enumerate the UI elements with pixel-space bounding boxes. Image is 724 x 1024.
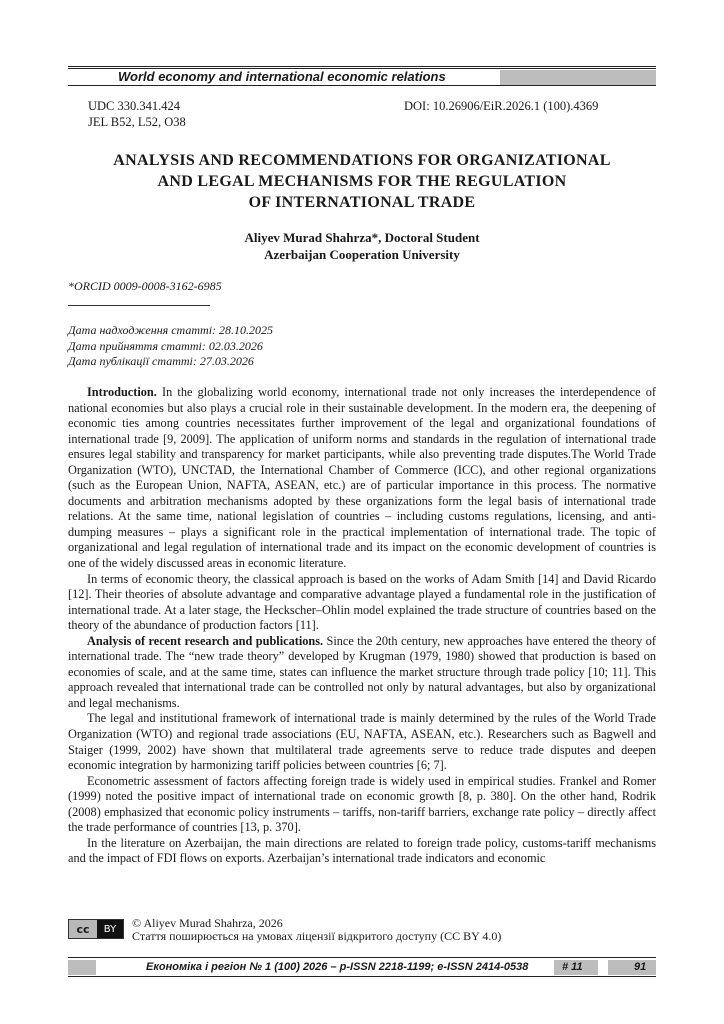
footer-gray-block bbox=[68, 960, 96, 975]
jel-code: JEL B52, L52, O38 bbox=[88, 115, 186, 129]
paragraph-introduction bbox=[68, 385, 656, 572]
paragraph-text: Since the 20th century, new approaches have entered the theory of international trade. The “new trade theory” developed by Krugman (1979, 1980) showed that production is based on economies of scale, and at the same time, states can influence the market structure through trade policy [10; 11]. This approach revealed that international trade can be controlled not only by natural advantages, but also by organizational and legal mechanisms. bbox=[68, 633, 656, 710]
running-footer bbox=[68, 957, 656, 977]
title-line: ANALYSIS AND RECOMMENDATIONS FOR ORGANIZATIONAL bbox=[113, 152, 611, 169]
license-block bbox=[68, 915, 656, 945]
date-received: Дата надходження статті: 28.10.2025 bbox=[68, 323, 274, 337]
article-body bbox=[68, 385, 656, 867]
footnote-rule bbox=[68, 305, 210, 306]
footer-bottom-rule bbox=[68, 976, 656, 977]
license-note: Стаття поширюється на умовах ліцензії відкритого доступу (CC BY 4.0) bbox=[132, 929, 502, 943]
footer-top-rule bbox=[68, 957, 656, 958]
issue-number: # 11 bbox=[562, 961, 583, 973]
page-number: 91 bbox=[634, 961, 647, 973]
title-line: AND LEGAL MECHANISMS FOR THE REGULATION bbox=[157, 173, 567, 190]
paragraph: The legal and institutional framework of international trade is mainly determined by the rules of the World Trade Organization (WTO) and regional trade associations (EU, NAFTA, ASEAN, etc.). Researchers such as Bagwell and Staiger (1999, 2002) have shown that multilateral trade agreements serve to reduce trade disputes and deepen economic integration by harmonizing tariff policies between countries [6; 7]. bbox=[68, 711, 656, 773]
section-heading: Analysis of recent research and publications. bbox=[87, 633, 324, 648]
section-heading: Introduction. bbox=[87, 385, 157, 399]
paragraph: Econometric assessment of factors affecting foreign trade is widely used in empirical studies. Frankel and Romer (1999) noted the positive impact of international trade on economic growth [8, p. 380]. On the other hand, Rodrik (2008) emphasized that economic policy instruments – tariffs, non-tariff barriers, exchange rate policy – directly affect the trade performance of countries [13, p. 370]. bbox=[68, 773, 656, 835]
paragraph: In the literature on Azerbaijan, the main directions are related to foreign trade policy, customs-tariff mechanisms and the impact of FDI flows on exports. Azerbaijan’s international trade indicators and economic bbox=[68, 835, 656, 866]
by-icon: BY bbox=[97, 920, 123, 938]
author-block bbox=[68, 229, 656, 263]
udc-code: UDC 330.341.424 bbox=[88, 99, 181, 113]
title-line: OF INTERNATIONAL TRADE bbox=[248, 194, 476, 211]
copyright-notice: © Aliyev Murad Shahrza, 2026 bbox=[132, 916, 283, 930]
paragraph-text: In the globalizing world economy, international trade not only increases the interdependence of national economies but also plays a crucial role in their sustainable development. In the modern era, the deepening of economic ties among countries necessitates further improvement of the legal and organizational foundations of international trade [9, 2009]. The application of uniform norms and standards in the regulation of international trade ensures legal stability and transparency for market participants, while also preventing trade disputes.The World Trade Organization (WTO), UNCTAD, the International Chamber of Commerce (ICC), and other regional organizations (such as the European Union, NAFTA, ASEAN, etc.) are of particular importance in this process. The normative documents and arbitration mechanisms adopted by these organizations form the legal basis of international trade relations. At the same time, national legislation of countries – including customs regulations, licensing, and anti-dumping measures – plays a significant role in the practical implementation of international trade. The topic of organizational and legal regulation of international trade and its impact on the economic development of countries is one of the widely discussed areas in economic literature. bbox=[68, 385, 656, 571]
article-dates bbox=[68, 323, 273, 370]
orcid: *ORCID 0009-0008-3162-6985 bbox=[68, 279, 222, 293]
journal-info: Економіка і регіон № 1 (100) 2026 – p-ISSN 2218-1199; e-ISSN 2414-0538 bbox=[146, 961, 529, 973]
author-affiliation: Azerbaijan Cooperation University bbox=[264, 247, 460, 262]
doi: DOI: 10.26906/EiR.2026.1 (100).4369 bbox=[404, 99, 599, 113]
paragraph-analysis bbox=[68, 634, 656, 712]
cc-by-license-icon[interactable] bbox=[68, 919, 124, 939]
license-text bbox=[132, 917, 501, 943]
header-gray-block bbox=[500, 70, 656, 85]
running-header bbox=[68, 66, 656, 87]
author-name: Aliyev Murad Shahrza*, Doctoral Student bbox=[244, 230, 480, 245]
date-accepted: Дата прийняття статті: 02.03.2026 bbox=[68, 338, 263, 353]
header-bottom-rule bbox=[68, 85, 656, 86]
cc-icon: cc bbox=[69, 920, 97, 938]
paragraph: In terms of economic theory, the classical approach is based on the works of Adam Smith [14] and David Ricardo [12]. Their theories of absolute advantage and comparative advantage played a fundamental role in the justification of international trade. At a later stage, the Heckscher–Ohlin model explained the trade structure of countries based on the theory of the abundance of production factors [11]. bbox=[68, 571, 656, 633]
section-title: World economy and international economic relations bbox=[118, 69, 446, 84]
date-published: Дата публікації статті: 27.03.2026 bbox=[68, 354, 254, 368]
article-title bbox=[68, 150, 656, 213]
footer-gray-block bbox=[608, 960, 656, 975]
